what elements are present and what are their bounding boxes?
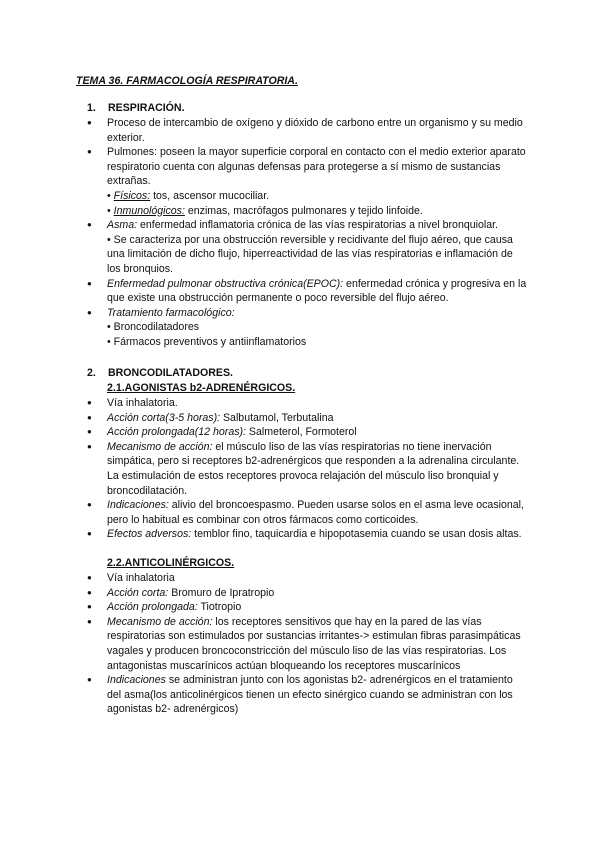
list-item	[87, 673, 527, 717]
sub-item: • Fármacos preventivos y antiinflamatorios	[107, 335, 307, 348]
sub-item-label: Inmunológicos:	[113, 204, 185, 217]
list-item	[87, 586, 527, 601]
item-label: Acción prolongada(12 horas):	[107, 426, 246, 439]
item-text: Pulmones: poseen la mayor superficie corporal en contacto con el medio exterior aparato respiratorio cuenta con algunas defensas para protegerse a sí mismo de sustancias extrañas.	[107, 146, 526, 188]
list-item	[87, 411, 527, 426]
item-label: Mecanismo de acción:	[107, 615, 213, 628]
item-text: Bromuro de Ipratropio	[168, 586, 275, 599]
item-text: Salmeterol, Formoterol	[245, 426, 357, 439]
list-item	[87, 218, 527, 276]
item-label: Mecanismo de acción:	[107, 440, 213, 453]
item-label: Acción corta(3-5 horas):	[107, 411, 221, 424]
section-2-title: BRONCODILATADORES.	[108, 367, 233, 379]
item-label: Efectos adversos:	[107, 528, 192, 541]
item-text: el músculo liso de las vías respiratorias no tiene inervación simpática, pero si receptores b2-adrenérgicos que responden a la adrenalina circulante. La estimulación de estos receptores provoca relajación del músculo liso bronquial y broncodilatación.	[107, 440, 520, 497]
section-2-number: 2.	[87, 367, 96, 379]
item-label: Enfermedad pulmonar obstructiva crónica(EPOC):	[107, 277, 344, 290]
list-item	[87, 116, 527, 145]
sub-item: • Broncodilatadores	[107, 321, 200, 334]
item-text: enfermedad inflamatoria crónica de las vías respiratorias a nivel bronquiolar.	[137, 219, 498, 232]
subsection-2-2-title: 2.2.ANTICOLINÉRGICOS.	[107, 557, 235, 569]
subsection-2-2-list	[87, 571, 527, 717]
section-1-number: 1.	[87, 102, 96, 114]
section-2-heading	[87, 366, 233, 381]
item-text: se administran junto con los agonistas b2- adrenérgicos en el tratamiento del asma(los anticolinérgicos tienen un efecto sinérgico cuando se administran con los agonistas b2- adrenérgicos)	[107, 674, 513, 716]
sub-item: • Inmunológicos: enzimas, macrófagos pulmonares y tejido linfoide.	[107, 204, 423, 217]
subsection-2-1-list	[87, 396, 527, 542]
item-label: Asma:	[107, 219, 138, 232]
list-item	[87, 306, 527, 350]
section-1-title: RESPIRACIÓN.	[108, 102, 185, 114]
item-label: Indicaciones:	[107, 499, 169, 512]
list-item	[87, 600, 527, 615]
list-item	[87, 571, 527, 586]
sub-item-text: enzimas, macrófagos pulmonares y tejido linfoide.	[184, 204, 423, 217]
item-text: alivio del broncoespasmo. Pueden usarse solos en el asma leve ocasional, pero lo habitual es combinar con otros fármacos como corticoides.	[107, 499, 524, 526]
list-item	[87, 498, 527, 527]
item-label: Acción prolongada:	[107, 601, 198, 614]
item-label: Acción corta:	[107, 586, 169, 599]
list-item	[87, 425, 527, 440]
list-item	[87, 615, 527, 673]
item-text: los receptores sensitivos que hay en la pared de las vías respiratorias son estimulados por sustancias irritantes-> estimulan fibras parasimpáticas vagales y producen broncoconstricción del músculo liso de las vías respiratorias. Los antagonistas muscarínicos actúan bloqueando los receptores muscarínicos	[107, 615, 521, 672]
item-extra: • Se caracteriza por una obstrucción reversible y recidivante del flujo aéreo, que causa una limitación de dicho flujo, hiperreactividad de las vías respiratorias e inflamación de los bronquios.	[107, 233, 513, 275]
item-text: Proceso de intercambio de oxígeno y dióxido de carbono entre un organismo y su medio exterior.	[107, 117, 523, 144]
section-1-list	[87, 116, 527, 350]
sub-item-text: tos, ascensor mucociliar.	[150, 189, 270, 202]
sub-item-label: Físicos:	[113, 189, 151, 202]
list-item	[87, 440, 527, 498]
item-text: Tiotropio	[197, 601, 242, 614]
item-text: enfermedad crónica y progresiva en la que existe una obstrucción permanente o poco reversible del flujo aéreo.	[107, 277, 527, 305]
sub-item: • Físicos: tos, ascensor mucociliar.	[107, 189, 270, 202]
list-item	[87, 277, 527, 306]
item-text: Salbutamol, Terbutalina	[220, 411, 334, 424]
list-item	[87, 396, 527, 411]
subsection-2-1-title: 2.1.AGONISTAS b2-ADRENÉRGICOS.	[107, 382, 296, 394]
item-label: Tratamiento farmacológico:	[107, 306, 235, 319]
list-item	[87, 145, 527, 218]
item-text: Vía inhalatoria.	[107, 397, 178, 409]
section-1-heading	[87, 101, 185, 116]
item-text: temblor fino, taquicardia e hipopotasemia cuando se usan dosis altas.	[191, 528, 522, 541]
list-item	[87, 527, 527, 542]
item-text: Vía inhalatoria	[107, 572, 175, 584]
document-title: TEMA 36. FARMACOLOGÍA RESPIRATORIA.	[76, 75, 298, 87]
item-label: Indicaciones	[107, 674, 166, 687]
